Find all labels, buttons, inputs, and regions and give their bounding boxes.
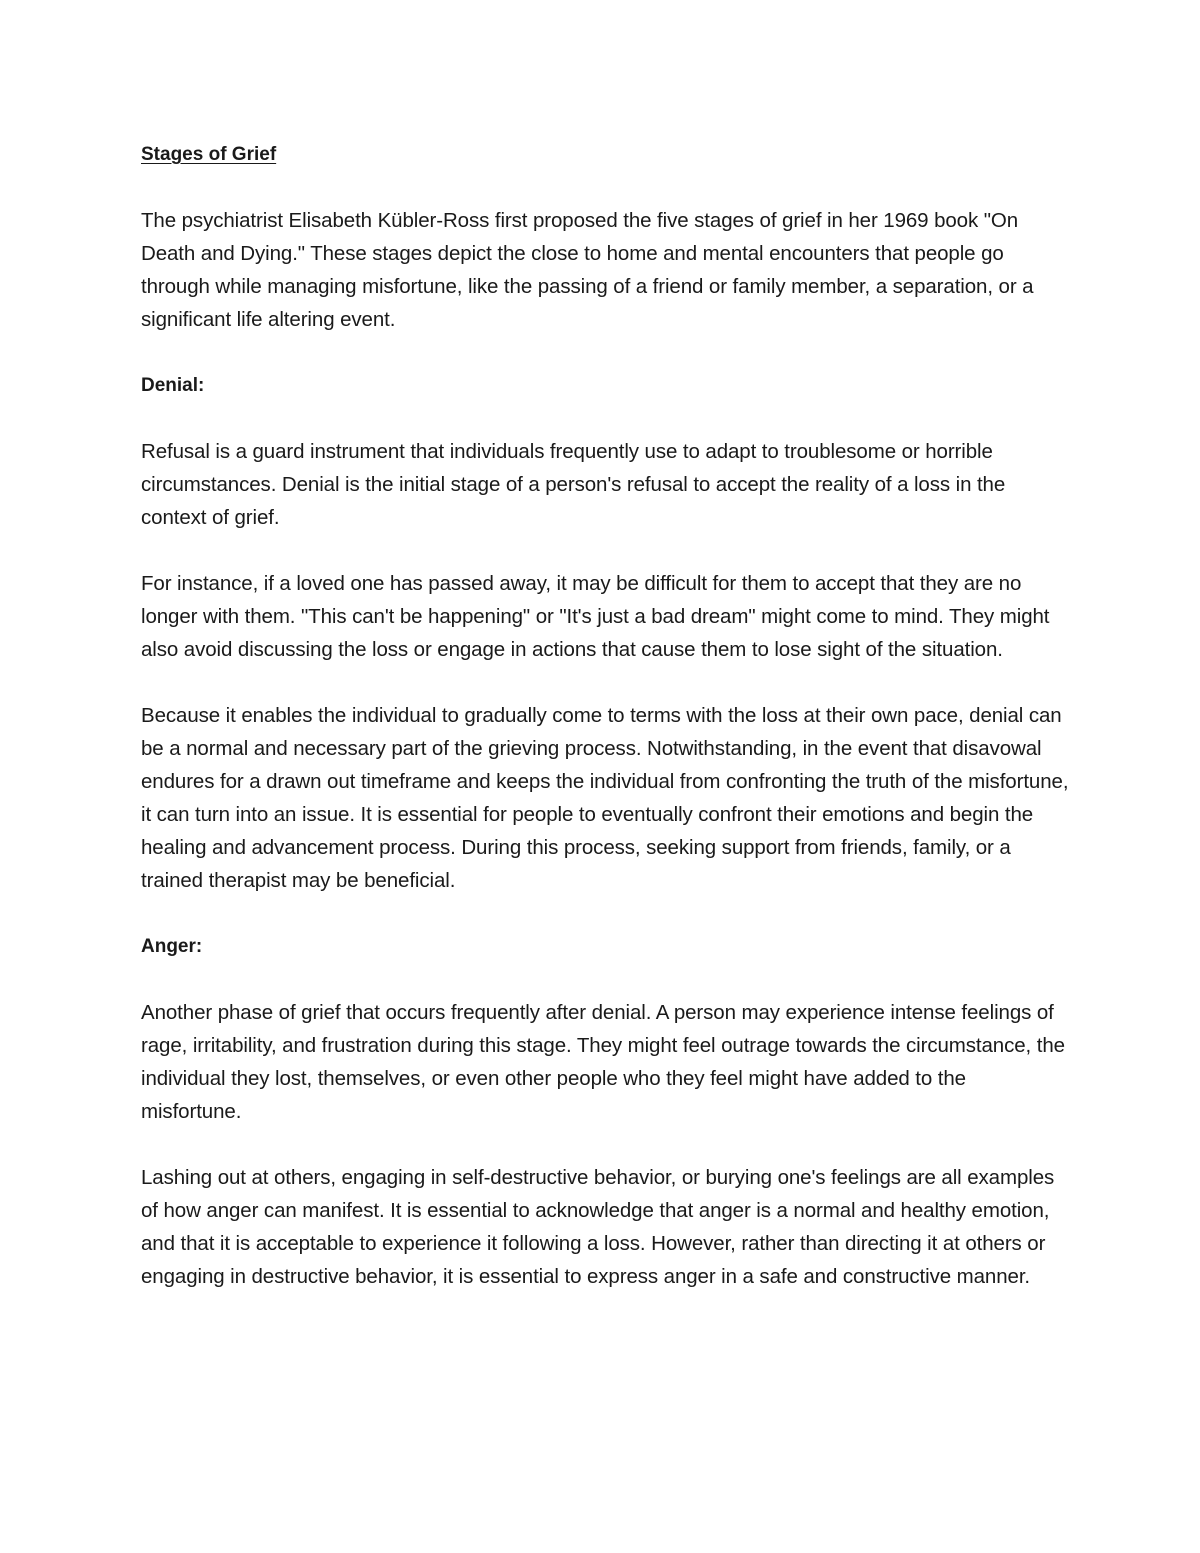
document-page <box>141 138 1071 1326</box>
denial-paragraph-3: Because it enables the individual to gradually come to terms with the loss at their own pace, denial can be a normal and necessary part of the grieving process. Notwithstanding, in the event that disavowal endures for a drawn out timeframe and keeps the individual from confronting the truth of the misfortune, it can turn into an issue. It is essential for people to eventually confront their emotions and begin the healing and advancement process. During this process, seeking support from friends, family, or a trained therapist may be beneficial. <box>141 704 1069 892</box>
section-heading-anger: Anger: <box>141 936 203 957</box>
section-denial <box>141 369 1071 897</box>
intro-paragraph: The psychiatrist Elisabeth Kübler-Ross first proposed the five stages of grief in her 1969 book "On Death and Dying." These stages depict the close to home and mental encounters that people go through while managing misfortune, like the passing of a friend or family member, a separation, or a significant life altering event. <box>141 209 1034 331</box>
section-heading-denial: Denial: <box>141 375 205 396</box>
document-title: Stages of Grief <box>141 144 277 165</box>
denial-paragraph-1: Refusal is a guard instrument that individuals frequently use to adapt to troublesome or horrible circumstances. Denial is the initial stage of a person's refusal to accept the reality of a loss in the context of grief. <box>141 440 1006 529</box>
section-anger <box>141 930 1071 1293</box>
anger-paragraph-2: Lashing out at others, engaging in self-destructive behavior, or burying one's feelings are all examples of how anger can manifest. It is essential to acknowledge that anger is a normal and healthy emotion, and that it is acceptable to experience it following a loss. However, rather than directing it at others or engaging in destructive behavior, it is essential to express anger in a safe and constructive manner. <box>141 1166 1055 1288</box>
denial-paragraph-2: For instance, if a loved one has passed away, it may be difficult for them to accept that they are no longer with them. "This can't be happening" or "It's just a bad dream" might come to mind. They might also avoid discussing the loss or engage in actions that cause them to lose sight of the situation. <box>141 572 1050 661</box>
anger-paragraph-1: Another phase of grief that occurs frequently after denial. A person may experience intense feelings of rage, irritability, and frustration during this stage. They might feel outrage towards the circumstance, the individual they lost, themselves, or even other people who they feel might have added to the misfortune. <box>141 1001 1065 1123</box>
